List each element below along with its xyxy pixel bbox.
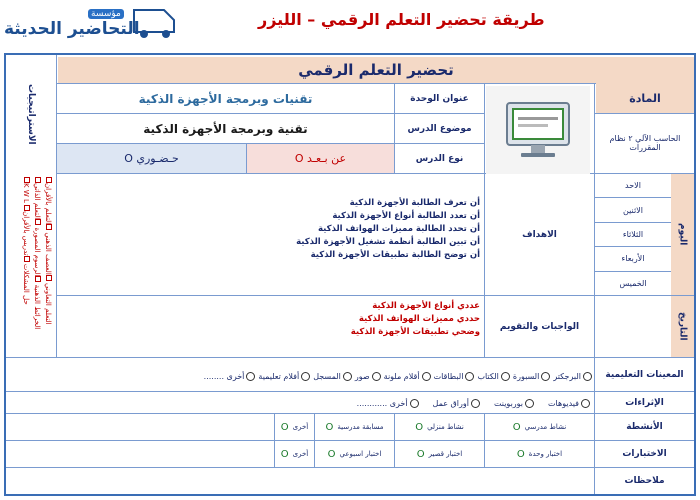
page-title: طريقة تحضير التعلم الرقمي – الليزر (258, 10, 545, 29)
strategies-header (6, 55, 56, 173)
activity-option[interactable]: نشاط مدرسي O (512, 421, 567, 433)
strategies-label: الاستراتيجيات (26, 83, 36, 145)
objectives-list (126, 197, 480, 293)
radio-icon (410, 399, 419, 408)
day-item[interactable]: الخميس (619, 278, 647, 288)
date-header: التاريخ (671, 296, 694, 357)
enrichment-option[interactable]: فيديوهات (548, 399, 590, 408)
aid-option[interactable]: الكتاب (477, 372, 509, 381)
top-bar (0, 0, 700, 46)
notes-field[interactable] (8, 470, 592, 492)
test-option[interactable]: اختبار قصير O (416, 448, 463, 460)
subject-value: الحاسب الآلي ٢ نظام المقررات (609, 134, 681, 152)
activity-option[interactable]: أخرى O (280, 421, 309, 433)
aid-option[interactable]: أقلام ملونة (384, 372, 431, 381)
objective-item: أن توضح الطالبة تطبيقات الأجهزة الذكية (310, 250, 480, 260)
type-label-cell: نوع الدرس (415, 153, 464, 164)
radio-icon (246, 372, 255, 381)
homework-item: حددي مميزات الهواتف الذكية (358, 314, 480, 324)
objective-item: أن تعدد الطالبة أنواع الأجهزة الذكية (332, 211, 480, 221)
subject-header: المادة (596, 83, 694, 113)
objective-item: أن تبين الطالبة أنظمة تشغيل الأجهزة الذكية (296, 237, 480, 247)
strategy-item[interactable]: التعلم التعاوني العصف الذهني التعلم بالأقران (43, 177, 53, 467)
strategies-column (6, 55, 56, 494)
type-inperson-option[interactable]: حـضـوري O (57, 144, 246, 173)
strategies-list (9, 177, 53, 467)
radio-icon (465, 372, 474, 381)
aid-option[interactable]: البرجكتر (553, 372, 592, 381)
objective-item: أن تحدد الطالبة مميزات الهواتف الذكية (318, 224, 480, 234)
activity-option[interactable]: نشاط منزلي O (415, 421, 464, 433)
radio-icon (422, 372, 431, 381)
logo-text: التحاضير الحديثة (4, 19, 140, 39)
radio-icon (471, 399, 480, 408)
objectives-label-cell: الاهداف (522, 229, 557, 240)
days-list (595, 174, 671, 295)
enrichment-option[interactable]: أخرى ............ (357, 399, 419, 408)
tests-label-cell: الاختبارات (622, 449, 667, 459)
aid-option[interactable]: البطاقات (434, 372, 475, 381)
activities-label-cell: الأنشطة (626, 422, 663, 432)
enrichment-label-cell: الإثراءات (625, 397, 664, 408)
enrichment-list (166, 394, 590, 412)
form-title: تحضير التعلم الرقمي (298, 61, 454, 79)
aid-option[interactable]: صور (355, 372, 381, 381)
day-header: اليوم (671, 174, 694, 295)
form-title-bar (58, 57, 694, 83)
activity-option[interactable]: مسابقة مدرسية O (325, 421, 384, 433)
homework-item: عددي أنواع الأجهزة الذكية (372, 301, 480, 311)
notes-label-cell: ملاحظات (624, 476, 665, 486)
aid-option[interactable]: أفلام تعليمية (258, 372, 310, 381)
unit-label-cell: عنوان الوحدة (410, 93, 469, 104)
enrichment-option[interactable]: أوراق عمل (433, 399, 480, 408)
radio-icon (541, 372, 550, 381)
test-option[interactable]: اختبار وحدة O (516, 448, 563, 460)
radio-icon (525, 399, 534, 408)
radio-icon (372, 372, 381, 381)
radio-icon (343, 372, 352, 381)
day-item[interactable]: الثلاثاء (595, 223, 671, 247)
lesson-plan-form (4, 53, 696, 496)
day-item[interactable]: الأربعاء (595, 247, 671, 271)
radio-icon (581, 399, 590, 408)
radio-icon (301, 372, 310, 381)
aids-label-cell: المعينات التعليمية (605, 369, 684, 380)
day-item[interactable]: الاثنين (595, 198, 671, 222)
homework-list (206, 300, 480, 354)
strategy-item[interactable]: K W L حل المشكلات تدريس بالأقران (21, 177, 31, 467)
lesson-value-cell: تقنية وبرمجة الأجهزة الذكية (143, 121, 308, 136)
type-remote-option[interactable]: عن بـعـد O (247, 144, 394, 173)
lesson-label-cell: موضوع الدرس (407, 123, 472, 134)
logo-small-text: مؤسسة (88, 9, 124, 19)
radio-icon (501, 372, 510, 381)
test-option[interactable]: أخرى O (280, 448, 309, 460)
aid-option[interactable]: السبورة (513, 372, 550, 381)
aid-option[interactable]: المسجل (313, 372, 352, 381)
homework-label-cell: الواجبات والتقويم (499, 321, 580, 332)
homework-item: وضحي تطبيقات الأجهزة الذكية (350, 327, 480, 337)
objective-item: أن تعرف الطالبة الأجهزة الذكية (349, 198, 480, 208)
strategy-item[interactable]: الخرائط الذهنية الرسوم المصورة التعلم الذاتي (32, 177, 42, 467)
unit-value-cell: تقنيات وبرمجة الأجهزة الذكية (138, 91, 313, 106)
radio-icon (583, 372, 592, 381)
enrichment-option[interactable]: بوربوينت (494, 399, 534, 408)
aids-list (10, 367, 592, 385)
aid-option[interactable]: أخرى ........ (204, 372, 256, 381)
test-option[interactable]: اختبار اسبوعي O (327, 448, 382, 460)
monitor-icon (486, 86, 590, 174)
day-item[interactable]: الاحد (595, 174, 671, 198)
